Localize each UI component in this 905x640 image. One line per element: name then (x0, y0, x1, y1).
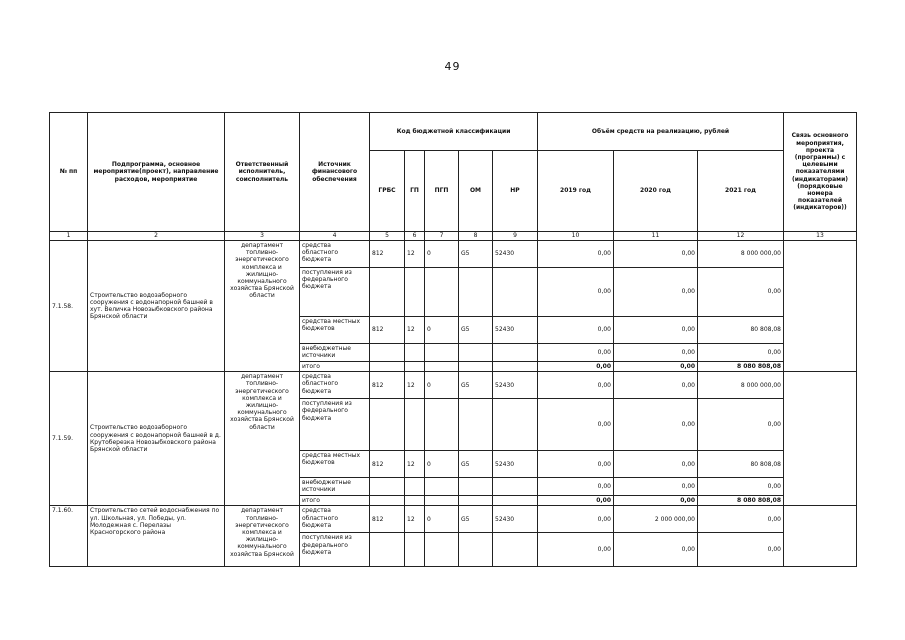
nr (493, 478, 538, 496)
grbs (370, 399, 405, 451)
gp (405, 533, 425, 567)
total-2021: 8 080 808,08 (698, 496, 784, 506)
header-2019: 2019 год (538, 151, 614, 232)
amount-2021: 80 808,08 (698, 317, 784, 344)
pgp (425, 399, 459, 451)
amount-2021: 0,00 (698, 478, 784, 496)
grbs: 812 (370, 451, 405, 478)
gp: 12 (405, 317, 425, 344)
amount-2019: 0,00 (538, 241, 614, 268)
gp: 12 (405, 506, 425, 533)
pgp (425, 344, 459, 362)
amount-2020: 0,00 (614, 268, 698, 317)
gp: 12 (405, 241, 425, 268)
program-name: Строительство водозаборного сооружения с водонапорной башней в д. Крутоберезка Новозыбковского района Брянской области (88, 372, 225, 506)
om (459, 344, 493, 362)
amount-2020: 0,00 (614, 533, 698, 567)
amount-2020: 0,00 (614, 451, 698, 478)
header-executor: Ответственный исполнитель, соисполнитель (225, 113, 300, 232)
om (459, 533, 493, 567)
program-name: Строительство водозаборного сооружения с водонапорной башней в хут. Величка Новозыбковского района Брянской области (88, 241, 225, 372)
total-2021: 8 080 808,08 (698, 362, 784, 372)
col-number: 11 (614, 232, 698, 241)
header-link: Связь основного мероприятия, проекта (программы) с целевыми показателями (индикаторами) (порядковые номера показателей (индикаторов)) (784, 113, 857, 232)
executor: департамент топливно-энергетического комплекса и жилищно-коммунального хозяйства Брянской области (225, 372, 300, 506)
om (459, 362, 493, 372)
col-number: 4 (300, 232, 370, 241)
row-number: 7.1.60. (50, 506, 88, 567)
amount-2021: 0,00 (698, 268, 784, 317)
header-sources: Источник финансового обеспечения (300, 113, 370, 232)
gp: 12 (405, 372, 425, 399)
om: G5 (459, 317, 493, 344)
amount-2020: 0,00 (614, 372, 698, 399)
om: G5 (459, 241, 493, 268)
header-2021: 2021 год (698, 151, 784, 232)
row-number: 7.1.59. (50, 372, 88, 506)
om: G5 (459, 506, 493, 533)
table-body (50, 241, 857, 567)
source: средства местных бюджетов (300, 451, 370, 478)
gp: 12 (405, 451, 425, 478)
header-pgp: ПГП (425, 151, 459, 232)
executor: департамент топливно-энергетического комплекса и жилищно-коммунального хозяйства Брянской (225, 506, 300, 567)
om (459, 496, 493, 506)
header-budget-code: Код бюджетной классификации (370, 113, 538, 151)
amount-2019: 0,00 (538, 372, 614, 399)
grbs: 812 (370, 506, 405, 533)
amount-2019: 0,00 (538, 506, 614, 533)
pgp: 0 (425, 506, 459, 533)
amount-2021: 0,00 (698, 533, 784, 567)
amount-2020: 0,00 (614, 241, 698, 268)
pgp: 0 (425, 317, 459, 344)
executor: департамент топливно-энергетического комплекса и жилищно-коммунального хозяйства Брянской области (225, 241, 300, 372)
nr: 52430 (493, 241, 538, 268)
col-number: 6 (405, 232, 425, 241)
col-number: 9 (493, 232, 538, 241)
col-number: 1 (50, 232, 88, 241)
amount-2021: 80 808,08 (698, 451, 784, 478)
source: внебюджетные источники (300, 478, 370, 496)
amount-2021: 0,00 (698, 399, 784, 451)
pgp: 0 (425, 372, 459, 399)
amount-2020: 0,00 (614, 399, 698, 451)
grbs (370, 478, 405, 496)
amount-2021: 8 000 000,00 (698, 372, 784, 399)
amount-2019: 0,00 (538, 399, 614, 451)
grbs (370, 496, 405, 506)
source: поступления из федерального бюджета (300, 399, 370, 451)
total-2019: 0,00 (538, 496, 614, 506)
col-number: 13 (784, 232, 857, 241)
total-2020: 0,00 (614, 496, 698, 506)
amount-2021: 0,00 (698, 506, 784, 533)
pgp (425, 362, 459, 372)
program-name: Строительство сетей водоснабжения по ул. Школьная, ул. Победы, ул. Молодежная с. Перелазы Красногорского района (88, 506, 225, 567)
amount-2020: 0,00 (614, 317, 698, 344)
col-number: 8 (459, 232, 493, 241)
gp (405, 344, 425, 362)
col-number: 3 (225, 232, 300, 241)
col-number: 10 (538, 232, 614, 241)
header-gp: ГП (405, 151, 425, 232)
pgp: 0 (425, 241, 459, 268)
budget-table (49, 112, 857, 567)
header-2020: 2020 год (614, 151, 698, 232)
grbs: 812 (370, 372, 405, 399)
amount-2019: 0,00 (538, 344, 614, 362)
source-total: итого (300, 496, 370, 506)
header-om: ОМ (459, 151, 493, 232)
gp (405, 268, 425, 317)
header-program: Подпрограмма, основное мероприятие(проект), направление расходов, мероприятие (88, 113, 225, 232)
amount-2019: 0,00 (538, 478, 614, 496)
amount-2020: 0,00 (614, 344, 698, 362)
page-number: 49 (444, 60, 461, 73)
pgp (425, 496, 459, 506)
amount-2019: 0,00 (538, 317, 614, 344)
nr (493, 362, 538, 372)
col-number: 2 (88, 232, 225, 241)
pgp (425, 268, 459, 317)
grbs (370, 362, 405, 372)
amount-2019: 0,00 (538, 268, 614, 317)
nr (493, 399, 538, 451)
header-no: № пп (50, 113, 88, 232)
gp (405, 399, 425, 451)
source: средства местных бюджетов (300, 317, 370, 344)
amount-2019: 0,00 (538, 451, 614, 478)
indicator-link (784, 372, 857, 506)
total-2020: 0,00 (614, 362, 698, 372)
om: G5 (459, 451, 493, 478)
nr (493, 533, 538, 567)
grbs (370, 268, 405, 317)
header-grbs: ГРБС (370, 151, 405, 232)
source: средства областного бюджета (300, 241, 370, 268)
source: средства областного бюджета (300, 506, 370, 533)
gp (405, 496, 425, 506)
indicator-link (784, 506, 857, 567)
source: поступления из федерального бюджета (300, 533, 370, 567)
header-volume: Объём средств на реализацию, рублей (538, 113, 784, 151)
indicator-link (784, 241, 857, 372)
grbs (370, 344, 405, 362)
amount-2020: 0,00 (614, 478, 698, 496)
nr: 52430 (493, 451, 538, 478)
row-number: 7.1.58. (50, 241, 88, 372)
om (459, 399, 493, 451)
nr: 52430 (493, 372, 538, 399)
col-number: 7 (425, 232, 459, 241)
col-number: 5 (370, 232, 405, 241)
nr (493, 344, 538, 362)
amount-2021: 8 000 000,00 (698, 241, 784, 268)
nr (493, 496, 538, 506)
nr (493, 268, 538, 317)
amount-2021: 0,00 (698, 344, 784, 362)
source: внебюджетные источники (300, 344, 370, 362)
grbs: 812 (370, 317, 405, 344)
grbs (370, 533, 405, 567)
pgp (425, 533, 459, 567)
nr: 52430 (493, 317, 538, 344)
source-total: итого (300, 362, 370, 372)
om (459, 268, 493, 317)
pgp (425, 478, 459, 496)
amount-2019: 0,00 (538, 533, 614, 567)
header-nr: НР (493, 151, 538, 232)
grbs: 812 (370, 241, 405, 268)
gp (405, 478, 425, 496)
total-2019: 0,00 (538, 362, 614, 372)
pgp: 0 (425, 451, 459, 478)
source: поступления из федерального бюджета (300, 268, 370, 317)
amount-2020: 2 000 000,00 (614, 506, 698, 533)
gp (405, 362, 425, 372)
nr: 52430 (493, 506, 538, 533)
col-number: 12 (698, 232, 784, 241)
om (459, 478, 493, 496)
source: средства областного бюджета (300, 372, 370, 399)
om: G5 (459, 372, 493, 399)
